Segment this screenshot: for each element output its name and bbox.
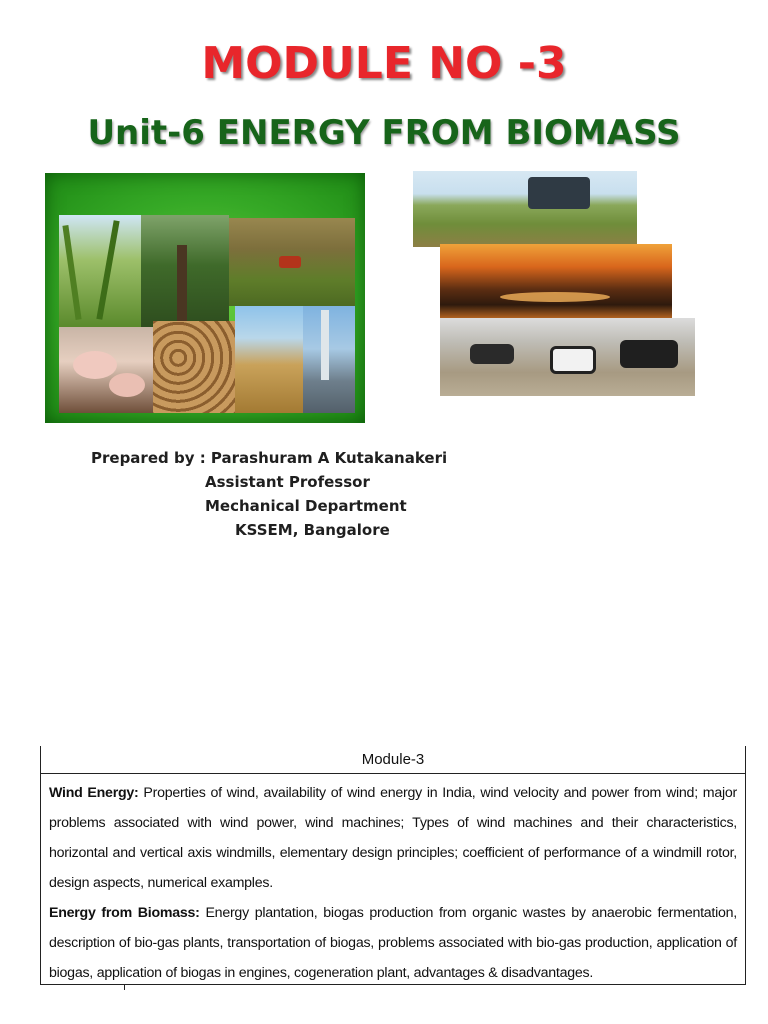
syllabus-body	[41, 774, 745, 988]
forest-fire-image	[440, 244, 672, 320]
prepared-by-name: Prepared by : Parashuram A Kutakanakeri	[91, 449, 448, 467]
wind-energy-text: Properties of wind, availability of wind energy in India, wind velocity and power from wind; major problems associated with wind power, wind machines; Types of wind machines and their characteristics, horizontal and vertical axis windmills, elementary design principles; coefficient of performance of a windmill rotor, design aspects, numerical examples.	[49, 785, 737, 891]
module-title: MODULE NO -3	[201, 38, 567, 89]
syllabus-bottom-border	[40, 984, 746, 985]
power-plant-photo	[303, 306, 355, 413]
biomass-label: Energy from Biomass:	[49, 905, 200, 921]
syllabus-heading: Module-3	[41, 746, 745, 774]
syllabus-column-tick	[124, 984, 125, 990]
prepared-by-institution: KSSEM, Bangalore	[235, 521, 390, 539]
unit-title: Unit-6 ENERGY FROM BIOMASS	[87, 113, 681, 153]
wind-energy-paragraph	[49, 778, 737, 898]
pigs-photo	[59, 327, 153, 413]
syllabus-table	[40, 746, 746, 984]
corn-plants-photo	[59, 215, 141, 327]
dairy-cows-image	[440, 318, 695, 396]
field-tractor-photo	[229, 218, 355, 306]
biomass-paragraph	[49, 898, 737, 988]
prepared-by-department: Mechanical Department	[205, 497, 407, 515]
logs-photo	[153, 321, 237, 413]
tractor-field-image	[413, 171, 637, 247]
biomass-collage-image	[45, 173, 365, 423]
prepared-by-designation: Assistant Professor	[205, 473, 370, 491]
wind-energy-label: Wind Energy:	[49, 785, 139, 801]
biomass-text: Energy plantation, biogas production from organic wastes by anaerobic fermentation, description of bio-gas plants, transportation of biogas, problems associated with bio-gas production, application of biogas, application of biogas in engines, cogeneration plant, advantages & disadvantages.	[49, 905, 737, 981]
wood-chips-photo	[235, 306, 303, 413]
forest-photo	[141, 215, 229, 327]
